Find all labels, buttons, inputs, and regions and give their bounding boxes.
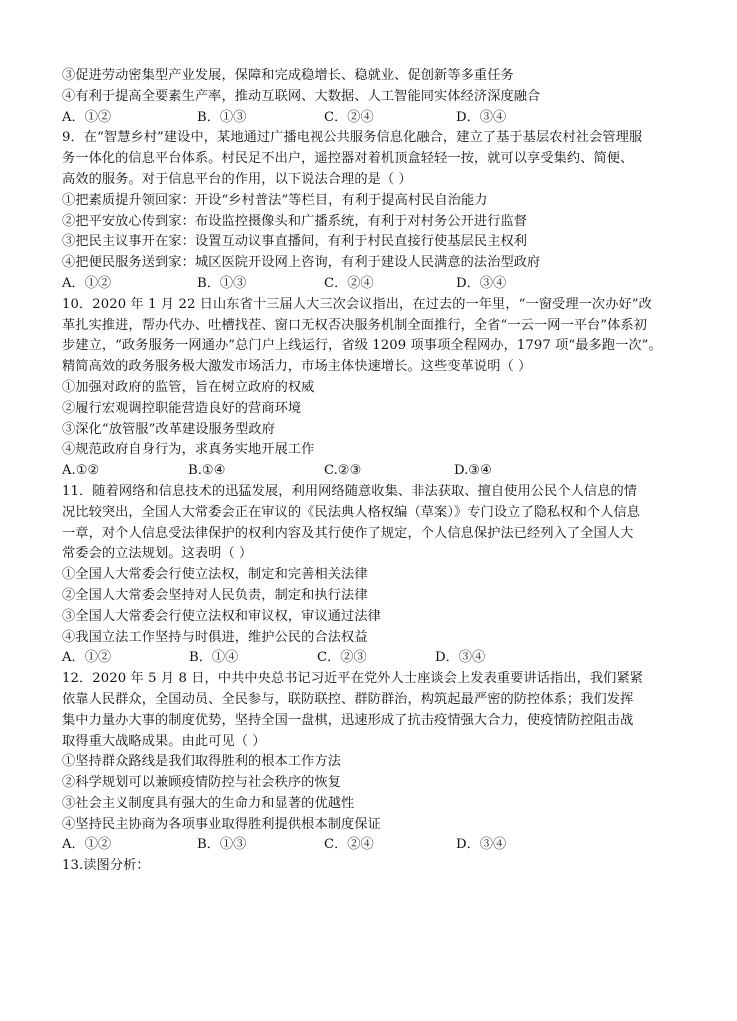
text-line: ④坚持民主协商为各项事业取得胜利提供根本制度保证 <box>62 816 381 832</box>
text-line: 10．2020 年 1 月 22 日山东省十三届人大三次会议指出，在过去的一年里，“一窗受理一次办好”改 <box>62 296 652 312</box>
text-line: ③促进劳动密集型产业发展，保障和完成稳增长、稳就业、促创新等多重任务 <box>62 68 514 83</box>
answer-option: B．①④ <box>189 650 239 666</box>
text-line: 况比较突出，全国人大常委会正在审议的《民法典人格权编（草案）》专门设立了隐私权和个人信息 <box>62 504 641 520</box>
text-line: ③把民主议事开在家：设置互动议事直播间，有利于村民直接行使基层民主权利 <box>62 234 528 250</box>
text-line: ②科学规划可以兼顾疫情防控与社会秩序的恢复 <box>62 775 342 791</box>
answer-option: C．②④ <box>324 109 374 125</box>
answer-option: A．①② <box>62 275 112 291</box>
text-line: ③深化“放管服”改革建设服务型政府 <box>62 421 275 437</box>
text-line: ②把平安放心传到家：布设监控摄像头和广播系统，有利于对村务公开进行监督 <box>62 213 528 229</box>
answer-option: D．③④ <box>456 837 507 853</box>
text-line: 13.读图分析： <box>62 858 150 874</box>
answer-option: A．①② <box>62 837 112 853</box>
text-line: 高效的服务。对于信息平台的作用，以下说法合理的是（ ） <box>62 171 412 187</box>
text-line: ④我国立法工作坚持与时俱进，维护公民的合法权益 <box>62 629 368 645</box>
text-line: 务一体化的信息平台体系。村民足不出户，遥控器对着机顶盒轻轻一按，就可以享受集约、简便、 <box>62 151 634 167</box>
answer-option: B．①③ <box>197 275 247 291</box>
answer-option: B.①④ <box>188 463 226 479</box>
text-line: ④有利于提高全要素生产率，推动互联网、大数据、人工智能同实体经济深度融合 <box>62 88 541 104</box>
text-line: 革扎实推进，帮办代办、吐槽找茬、窗口无权否决服务机制全面推行，全省“一云一网一平台”体系初 <box>62 317 648 333</box>
text-line: ④规范政府自身行为，求真务实地开展工作 <box>62 442 315 458</box>
answer-option: A.①② <box>62 463 100 479</box>
text-line: 12．2020 年 5 月 8 日，中共中央总书记习近平在党外人士座谈会上发表重要讲话指出，我们紧紧 <box>62 671 644 687</box>
text-line: 步建立，“政务服务一网通办”总门户上线运行，省级 1209 项事项全程网办，1797 项“最多跑一次”。 <box>62 338 662 354</box>
answer-option: D.③④ <box>454 463 492 479</box>
answer-options <box>62 461 697 482</box>
text-line: ①全国人大常委会行使立法权，制定和完善相关法律 <box>62 567 368 583</box>
text-line: 一章，对个人信息受法律保护的权利内容及其行使作了规定，个人信息保护法已经列入了全国人大 <box>62 525 634 541</box>
text-line: 依靠人民群众，全国动员、全民参与，联防联控、群防群治，构筑起最严密的防控体系；我们发挥 <box>62 691 634 707</box>
answer-options <box>62 835 697 856</box>
text-line: 集中力量办大事的制度优势，坚持全国一盘棋，迅速形成了抗击疫情强大合力，使疫情防控阻击战 <box>62 712 634 728</box>
answer-option: D．③④ <box>456 275 507 291</box>
text-line: ③社会主义制度具有强大的生命力和显著的优越性 <box>62 795 355 811</box>
answer-option: B．①③ <box>197 109 247 125</box>
text-line: ①坚持群众路线是我们取得胜利的根本工作方法 <box>62 754 342 770</box>
answer-option: C．②④ <box>324 275 374 291</box>
text-line: ③全国人大常委会行使立法权和审议权，审议通过法律 <box>62 608 381 624</box>
answer-option: D．③④ <box>435 650 486 666</box>
text-line: ②全国人大常委会坚持对人民负责，制定和执行法律 <box>62 587 368 603</box>
text-line: 常委会的立法规划。这表明（ ） <box>62 546 253 562</box>
text-line: ①加强对政府的监管，旨在树立政府的权威 <box>62 379 315 395</box>
answer-option: C．②④ <box>324 837 374 853</box>
text-line: ②履行宏观调控职能营造良好的营商环境 <box>62 400 302 416</box>
answer-option: C．②③ <box>317 650 367 666</box>
answer-option: A．①② <box>62 109 112 125</box>
answer-option: C.②③ <box>324 463 362 479</box>
text-line: 取得重大战略成果。由此可见（ ） <box>62 733 266 749</box>
answer-options <box>62 648 697 669</box>
answer-option: A．①② <box>62 650 112 666</box>
text-line: 精简高效的政务服务极大激发市场活力，市场主体快速增长。这些变革说明（ ） <box>62 359 532 375</box>
text-line: 9．在“智慧乡村”建设中，某地通过广播电视公共服务信息化融合，建立了基于基层农村社会管理服 <box>62 130 643 146</box>
text-line: 11．随着网络和信息技术的迅猛发展，利用网络随意收集、非法获取、擅自使用公民个人信息的情 <box>62 483 638 499</box>
text-line: ④把便民服务送到家：城区医院开设网上咨询，有利于建设人民满意的法治型政府 <box>62 255 541 271</box>
text-line: ①把素质提升领回家：开设“乡村普法”等栏目，有利于提高村民自治能力 <box>62 192 488 208</box>
answer-option: D．③④ <box>456 109 507 125</box>
answer-options <box>62 274 697 295</box>
answer-options <box>62 108 697 129</box>
answer-option: B．①③ <box>197 837 247 853</box>
